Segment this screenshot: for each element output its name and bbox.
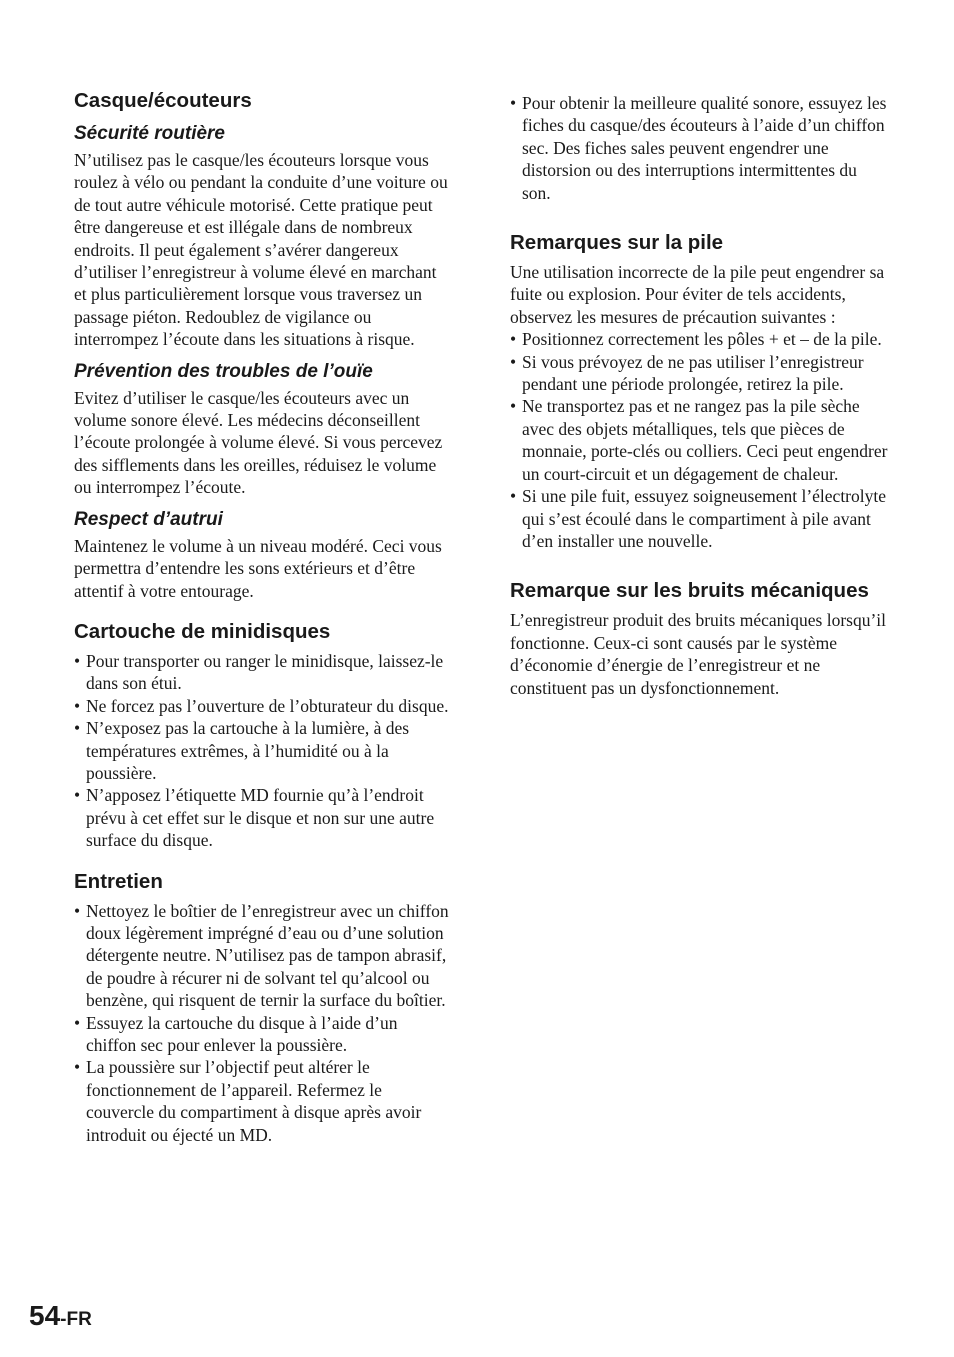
section-entretien-continued: [510, 92, 888, 204]
list-pile: [510, 328, 888, 552]
subsection-title-securite: Sécurité routière: [74, 123, 225, 144]
list-item: • La poussière sur l’objectif peut altérer le fonctionnement de l’appareil. Refermez le couvercle du compartiment à disque après avoir introduit ou éjecté un MD.: [74, 1056, 452, 1146]
list-item: • Si vous prévoyez de ne pas utiliser l’enregistreur pendant une période prolongée, retirez la pile.: [510, 351, 888, 396]
paragraph-respect: Maintenez le volume à un niveau modéré. Ceci vous permettra d’entendre les sons extérieurs et d’être attentif à votre entourage.: [74, 535, 442, 601]
list-item: • Ne transportez pas et ne rangez pas la pile sèche avec des objets métalliques, tels que pièces de monnaie, porte-clés ou colliers. Ceci peut engendrer un court-circuit et un dégagement de chaleur.: [510, 395, 888, 485]
section-pile: [510, 230, 888, 552]
list-item: • Nettoyez le boîtier de l’enregistreur avec un chiffon doux légèrement imprégné d’eau ou d’une solution détergente neutre. N’utilisez pas de tampon abrasif, de poudre à récurer ni de solvant tel qu’alcool ou benzène, qui risquent de ternir la surface du boîtier.: [74, 900, 452, 1012]
section-bruits: [510, 578, 888, 699]
paragraph-pile-intro: Une utilisation incorrecte de la pile peut engendrer sa fuite ou explosion. Pour éviter de tels accidents, observez les mesures de précaution suivantes :: [510, 262, 885, 327]
list-entretien-continued: [510, 92, 888, 204]
section-title-bruits: Remarque sur les bruits mécaniques: [510, 579, 869, 603]
left-column: [74, 88, 452, 1146]
list-item: • Essuyez la cartouche du disque à l’aide d’un chiffon sec pour enlever la poussière.: [74, 1012, 452, 1057]
section-casque: [74, 88, 452, 602]
page-number: 54: [29, 1300, 61, 1331]
list-item: • N’apposez l’étiquette MD fournie qu’à l’endroit prévu à cet effet sur le disque et non sur une autre surface du disque.: [74, 784, 452, 851]
section-title-pile: Remarques sur la pile: [510, 231, 724, 255]
subsection-title-respect: Respect d’autrui: [74, 508, 223, 530]
list-cartouche: [74, 650, 452, 852]
section-cartouche: [74, 619, 452, 852]
list-item: • Pour transporter ou ranger le minidisque, laissez-le dans son étui.: [74, 650, 452, 695]
subsection-title-prevention: Prévention des troubles de l’ouïe: [74, 360, 373, 382]
page-language-suffix: -FR: [60, 1309, 92, 1330]
section-entretien: [74, 869, 452, 1146]
list-item: • Si une pile fuit, essuyez soigneusement l’électrolyte qui s’est écoulé dans le compartiment à pile avant d’en installer une nouvelle.: [510, 485, 888, 552]
section-title-entretien: Entretien: [74, 869, 163, 893]
list-item: • Ne forcez pas l’ouverture de l’obturateur du disque.: [74, 695, 452, 717]
right-column: [510, 92, 888, 699]
list-item: • Pour obtenir la meilleure qualité sonore, essuyez les fiches du casque/des écouteurs à l’aide d’un chiffon sec. Des fiches sales peuvent engendrer une distorsion ou des interruptions intermittentes du son.: [510, 92, 888, 204]
paragraph-bruits: L’enregistreur produit des bruits mécaniques lorsqu’il fonctionne. Ceux-ci sont causés par le système d’économie d’énergie de l’enregistreur et ne constituent pas un dysfonctionnement.: [510, 610, 887, 698]
list-item: • N’exposez pas la cartouche à la lumière, à des températures extrêmes, à l’humidité ou à la poussière.: [74, 717, 452, 784]
section-title-cartouche: Cartouche de minidisques: [74, 619, 331, 643]
list-item: • Positionnez correctement les pôles + et – de la pile.: [510, 328, 888, 350]
list-entretien: [74, 900, 452, 1146]
page-footer: [29, 1300, 92, 1332]
section-title-casque: Casque/écouteurs: [74, 89, 252, 112]
paragraph-prevention: Evitez d’utiliser le casque/les écouteurs avec un volume sonore élevé. Les médecins déconseillent l’écoute prolongée à volume élevé. Si vous percevez des sifflements dans les oreilles, réduisez le volume ou interrompez l’écoute.: [74, 387, 443, 498]
paragraph-securite: N’utilisez pas le casque/les écouteurs lorsque vous roulez à vélo ou pendant la conduite d’une voiture ou de tout autre véhicule motorisé. Cette pratique peut être dangereuse et est illégale dans de nombreux endroits. Il peut également s’avérer dangereux d’utiliser l’enregistreur à volume élevé en marchant et plus particulièrement lorsque vous traversez un passage piéton. Redoublez de vigilance ou interrompez l’écoute dans les situations à risque.: [74, 150, 448, 350]
